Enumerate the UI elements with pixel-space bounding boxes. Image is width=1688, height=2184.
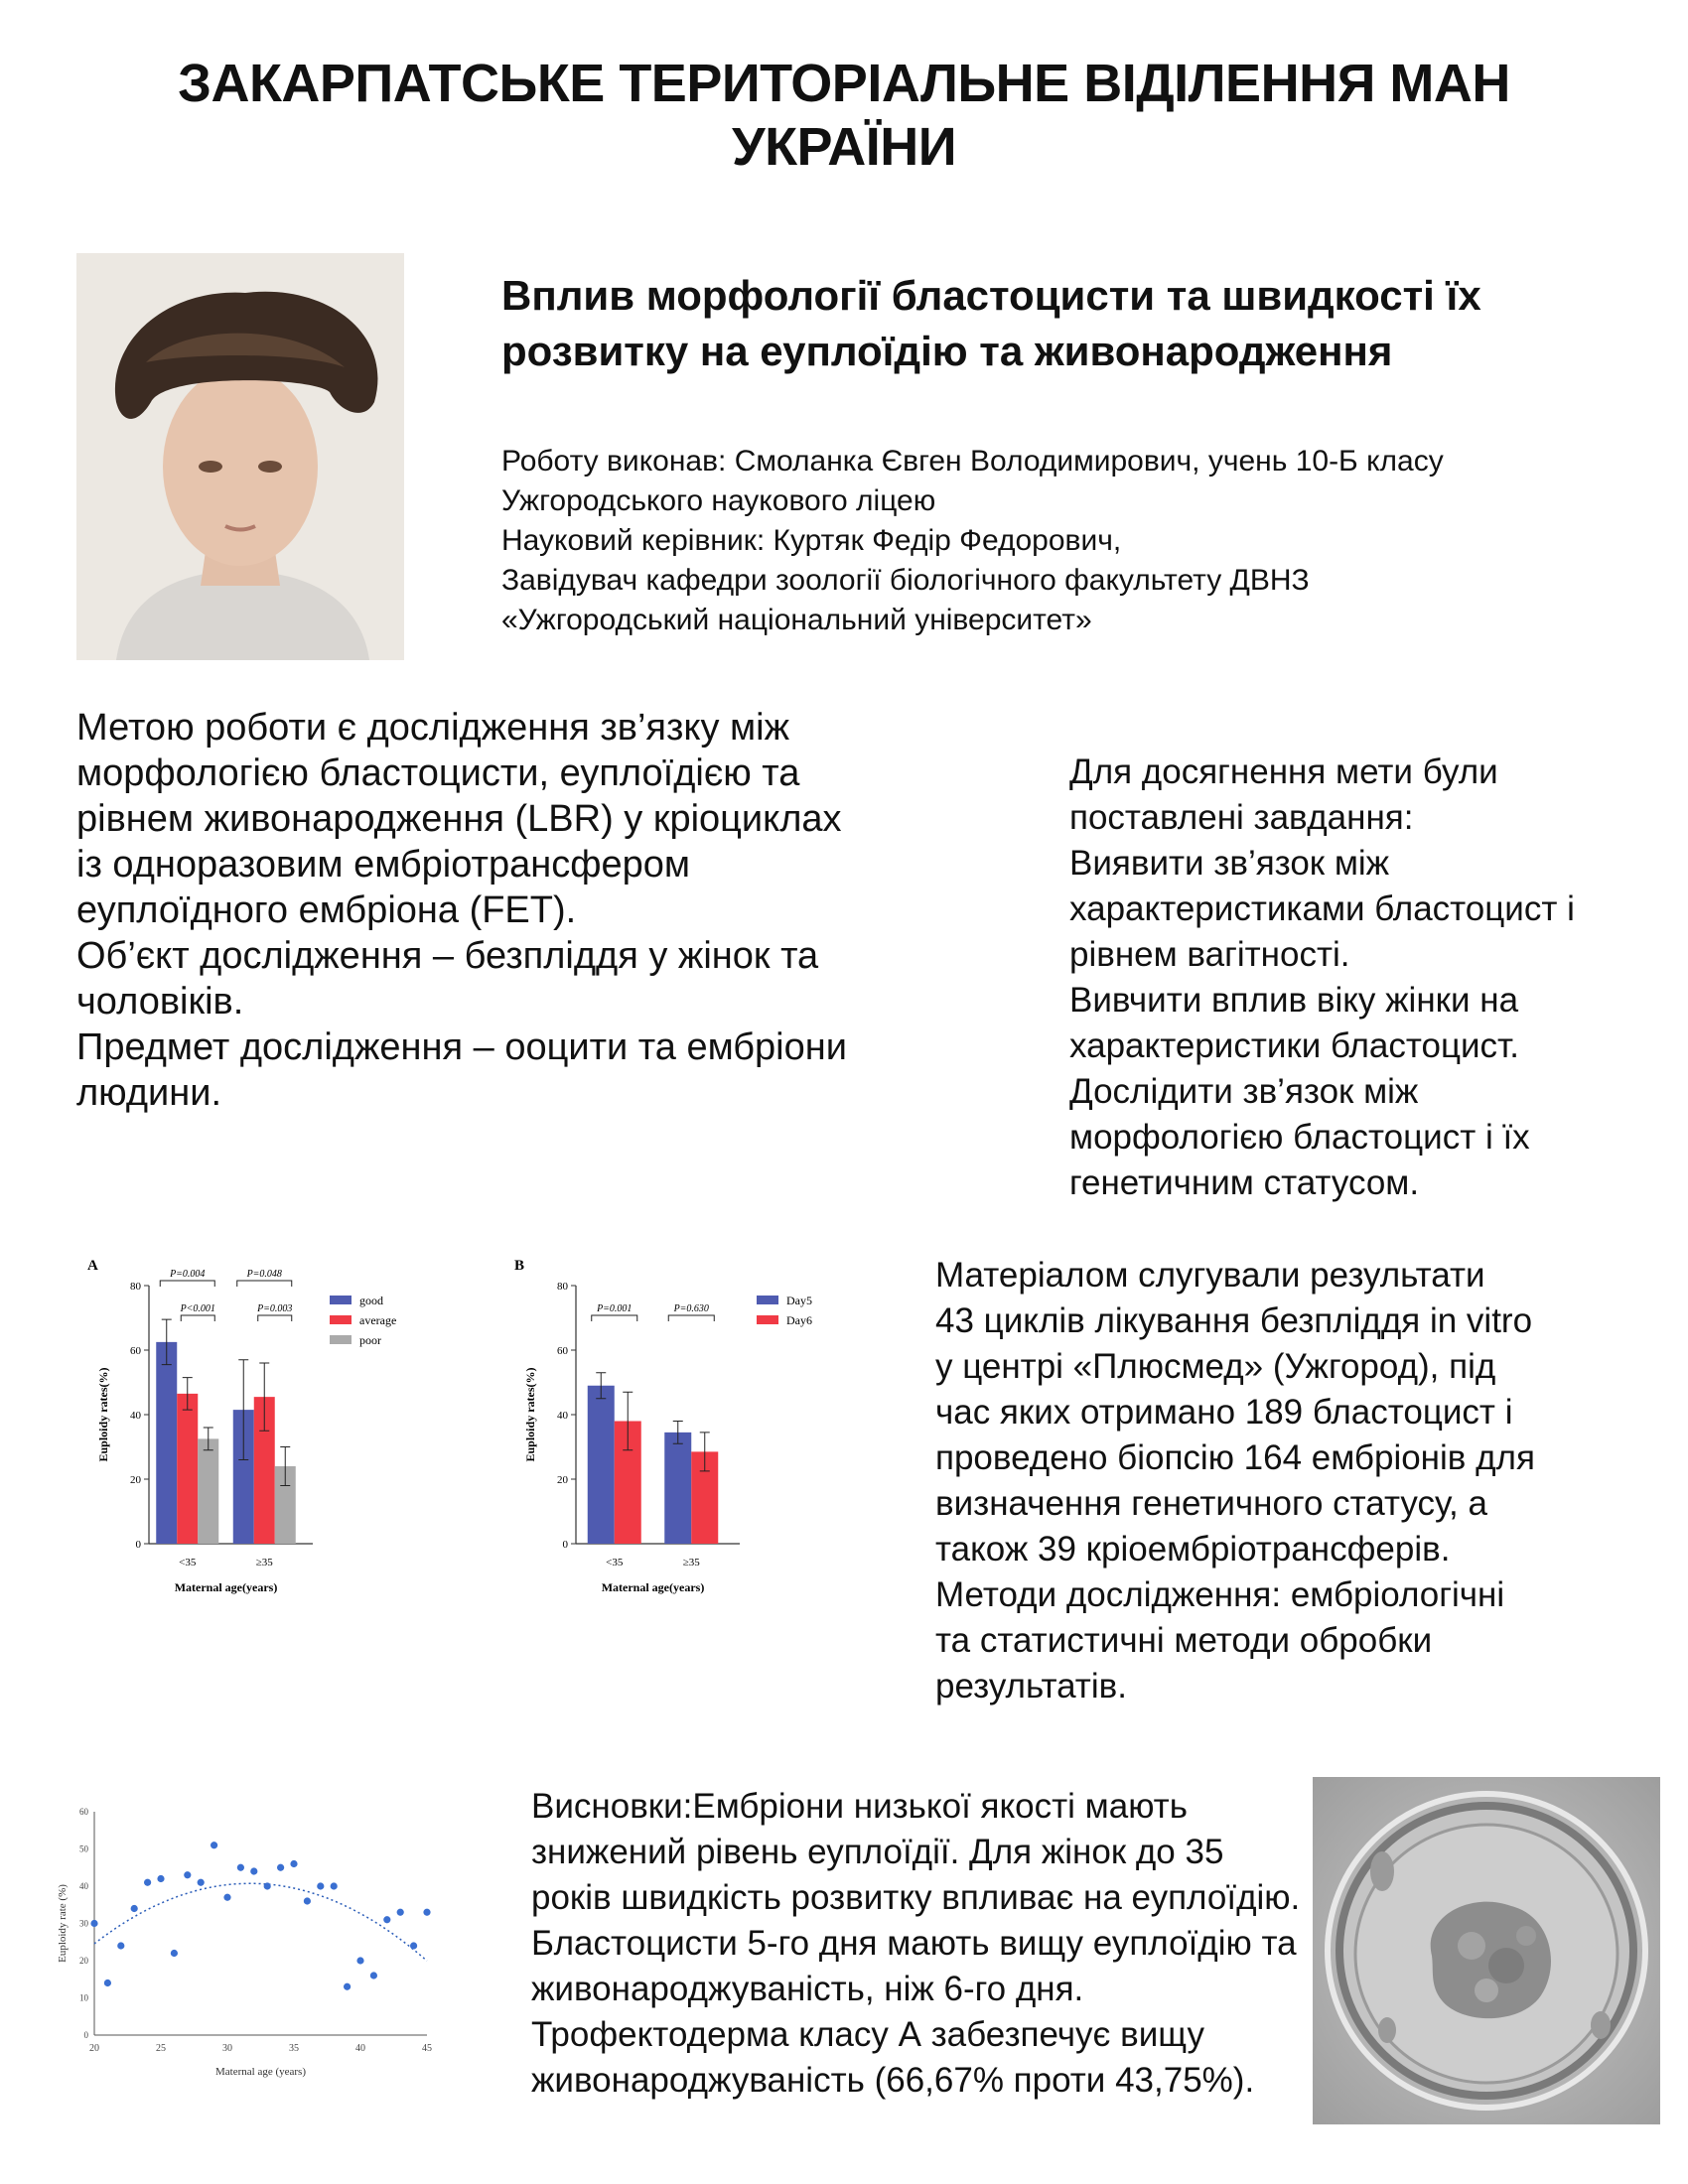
goal-line: чоловіків. xyxy=(76,981,244,1023)
x-tick-label: <35 xyxy=(179,1557,197,1569)
goal-line: Об’єкт дослідження – безпліддя у жінок та xyxy=(76,935,819,977)
tasks-line: поставлені завдання: xyxy=(1069,798,1414,837)
scatter-point xyxy=(237,1864,244,1871)
material-line: визначення генетичного статусу, а xyxy=(935,1484,1487,1523)
y-tick-label: 80 xyxy=(130,1281,141,1293)
scatter-point xyxy=(211,1842,217,1848)
scatter-point xyxy=(331,1882,338,1889)
author-photo xyxy=(76,253,404,660)
scatter-point xyxy=(383,1916,390,1923)
scatter-point xyxy=(90,1920,97,1927)
y-axis-title: Euploidy rates(%) xyxy=(96,1367,110,1462)
p-value-label: P=0.048 xyxy=(246,1269,282,1280)
y-tick-label: 0 xyxy=(135,1539,141,1551)
goal-line: еуплоїдного ембріона (FET). xyxy=(76,889,577,931)
tasks-line: характеристиками бластоцист і xyxy=(1069,889,1575,928)
goal-line: людини. xyxy=(76,1072,222,1114)
bar-day5 xyxy=(664,1433,691,1544)
legend-swatch-day5 xyxy=(757,1296,778,1304)
poster-title-line-1: Вплив морфології бластоцисти та швидкості їх xyxy=(501,272,1481,319)
trend-line xyxy=(94,1883,427,1961)
scatter-point xyxy=(144,1879,151,1886)
y-tick-label: 40 xyxy=(130,1410,141,1422)
scatter-chart xyxy=(50,1787,447,2115)
material-line: Методи дослідження: ембріологічні xyxy=(935,1575,1505,1614)
scatter-point xyxy=(131,1905,138,1912)
tasks-line: генетичним статусом. xyxy=(1069,1163,1420,1202)
significance-bracket xyxy=(237,1281,292,1287)
scatter-point xyxy=(317,1882,324,1889)
legend-label: poor xyxy=(359,1333,381,1347)
scatter-point xyxy=(198,1879,205,1886)
tasks-line: морфологією бластоцист і їх xyxy=(1069,1118,1530,1157)
p-value-label: P<0.001 xyxy=(180,1303,215,1314)
scatter-point xyxy=(171,1950,178,1957)
blastocyst-micrograph xyxy=(1313,1777,1660,2124)
scatter-point xyxy=(184,1871,191,1878)
material-line: та статистичні методи обробки xyxy=(935,1621,1433,1660)
y-tick-label: 0 xyxy=(562,1539,568,1551)
p-value-label: P=0.630 xyxy=(673,1303,709,1314)
scatter-point xyxy=(370,1972,377,1979)
y-tick-label: 10 xyxy=(79,1992,88,2003)
y-tick-label: 40 xyxy=(79,1881,88,1891)
blastocyst-image xyxy=(1313,1777,1660,2124)
y-tick-label: 50 xyxy=(79,1843,88,1854)
x-tick-label: 40 xyxy=(355,2043,365,2054)
x-tick-label: 35 xyxy=(289,2043,299,2054)
y-tick-label: 20 xyxy=(557,1474,568,1486)
p-value-label: P=0.001 xyxy=(597,1303,633,1314)
scatter-point xyxy=(117,1942,124,1949)
organization-title-line-1: ЗАКАРПАТСЬКЕ ТЕРИТОРІАЛЬНЕ ВІДІЛЕННЯ МАН xyxy=(178,54,1510,113)
significance-bracket xyxy=(258,1315,292,1321)
y-tick-label: 60 xyxy=(79,1807,88,1817)
goal-line: морфологією бластоцисти, еуплоїдією та xyxy=(76,752,800,794)
legend-label: Day5 xyxy=(786,1294,812,1307)
y-tick-label: 60 xyxy=(130,1345,141,1357)
poster-title-line-2: розвитку на еуплоїдію та живонародження xyxy=(501,328,1393,374)
x-tick-label: ≥35 xyxy=(682,1557,700,1569)
scatter-point xyxy=(290,1860,297,1867)
organization-title-line-2: УКРАЇНИ xyxy=(731,117,957,177)
scatter-point xyxy=(304,1897,311,1904)
material-line: у центрі «Плюсмед» (Ужгород), під xyxy=(935,1347,1496,1386)
material-line: час яких отримано 189 бластоцист і xyxy=(935,1393,1513,1432)
legend-swatch-good xyxy=(330,1296,352,1304)
y-axis-title: Euploidy rates(%) xyxy=(523,1367,537,1462)
x-axis-title: Maternal age(years) xyxy=(601,1580,705,1594)
authors-line: «Ужгородський національний університет» xyxy=(501,604,1092,636)
scatter-point xyxy=(356,1957,363,1964)
scatter-point xyxy=(104,1979,111,1986)
y-tick-label: 20 xyxy=(130,1474,141,1486)
significance-bracket xyxy=(160,1281,214,1287)
tasks-line: Вивчити вплив віку жінки на xyxy=(1069,981,1519,1020)
material-line: проведено біопсію 164 ембріонів для xyxy=(935,1438,1535,1477)
y-axis-title: Euploidy rate (%) xyxy=(57,1884,69,1963)
author-portrait-image xyxy=(76,253,404,660)
scatter-point xyxy=(223,1894,230,1901)
y-tick-label: 60 xyxy=(557,1345,568,1357)
significance-bracket xyxy=(668,1315,714,1321)
legend-swatch-day6 xyxy=(757,1315,778,1324)
legend-swatch-average xyxy=(330,1315,352,1324)
scatter-point xyxy=(410,1942,417,1949)
x-tick-label: ≥35 xyxy=(255,1557,273,1569)
significance-bracket xyxy=(181,1315,214,1321)
x-tick-label: 45 xyxy=(422,2043,432,2054)
bar-good xyxy=(156,1342,177,1544)
scatter-point xyxy=(277,1864,284,1871)
significance-bracket xyxy=(592,1315,637,1321)
bar-poor xyxy=(198,1438,218,1544)
x-axis-title: Maternal age(years) xyxy=(174,1580,278,1594)
authors-line: Ужгородського наукового ліцею xyxy=(501,484,936,517)
goal-line: Метою роботи є дослідження зв’язку між xyxy=(76,707,789,749)
scatter-point xyxy=(157,1875,164,1882)
material-line: Матеріалом слугували результати xyxy=(935,1256,1485,1295)
authors-block xyxy=(501,442,1643,640)
x-axis-title: Maternal age (years) xyxy=(214,2066,307,2078)
chart-a-panel-label: A xyxy=(87,1258,98,1274)
scatter-point xyxy=(264,1882,271,1889)
scatter-point xyxy=(250,1867,257,1874)
scatter-point xyxy=(423,1909,430,1916)
tasks-line: Дослідити зв’язок між xyxy=(1069,1072,1419,1111)
scatter-point xyxy=(344,1983,351,1990)
bar-chart-a xyxy=(79,1246,496,1683)
p-value-label: P=0.004 xyxy=(170,1269,206,1280)
material-line: результатів. xyxy=(935,1667,1127,1706)
p-value-label: P=0.003 xyxy=(257,1303,293,1314)
goal-line: Предмет дослідження – ооцити та ембріони xyxy=(76,1026,847,1068)
legend-swatch-poor xyxy=(330,1335,352,1344)
authors-line: Роботу виконав: Смоланка Євген Володимирович, учень 10-Б класу xyxy=(501,445,1444,478)
material-block xyxy=(935,1253,1670,1709)
tasks-block xyxy=(1069,750,1665,1206)
y-tick-label: 40 xyxy=(557,1410,568,1422)
legend-label: good xyxy=(359,1294,383,1307)
organization-title xyxy=(99,52,1589,179)
x-tick-label: 25 xyxy=(156,2043,166,2054)
goal-line: із одноразовим ембріотрансфером xyxy=(76,844,691,886)
x-tick-label: 30 xyxy=(222,2043,232,2054)
goal-block xyxy=(76,705,1030,1116)
conclusions-text: Висновки:Ембріони низької якості мають знижений рівень еуплоїдії. Для жінок до 35 років швидкість розвитку впливає на еуплоїдію. Бластоцисти 5-го дня мають вищу еуплоїдію та живонароджуваність, ніж 6-го дня. Трофектодерма класу А забезпечує вищу живонароджуваність (66,67% проти 43,75%). xyxy=(531,1787,1301,2100)
material-line: також 39 кріоембріотрансферів. xyxy=(935,1530,1451,1569)
authors-line: Науковий керівник: Куртяк Федір Федорович, xyxy=(501,524,1122,557)
y-tick-label: 20 xyxy=(79,1956,88,1966)
bar-average xyxy=(177,1394,198,1544)
goal-line: рівнем живонародження (LBR) у кріоциклах xyxy=(76,798,842,840)
chart-b-panel-label: B xyxy=(514,1258,525,1274)
y-tick-label: 30 xyxy=(79,1918,88,1929)
scatter-point xyxy=(397,1909,404,1916)
legend-label: Day6 xyxy=(786,1313,812,1327)
tasks-line: Виявити зв’язок між xyxy=(1069,844,1390,883)
bar-day5 xyxy=(588,1386,615,1544)
poster-title xyxy=(501,268,1643,379)
bar-chart-b xyxy=(506,1246,904,1683)
y-tick-label: 80 xyxy=(557,1281,568,1293)
material-line: 43 циклів лікування безпліддя in vitro xyxy=(935,1301,1533,1340)
authors-line: Завідувач кафедри зоології біологічного факультету ДВНЗ xyxy=(501,564,1310,597)
x-tick-label: 20 xyxy=(89,2043,99,2054)
tasks-line: характеристики бластоцист. xyxy=(1069,1026,1519,1065)
x-tick-label: <35 xyxy=(606,1557,624,1569)
y-tick-label: 0 xyxy=(83,2030,88,2040)
legend-label: average xyxy=(359,1313,397,1327)
tasks-line: Для досягнення мети були xyxy=(1069,752,1498,791)
tasks-line: рівнем вагітності. xyxy=(1069,935,1350,974)
